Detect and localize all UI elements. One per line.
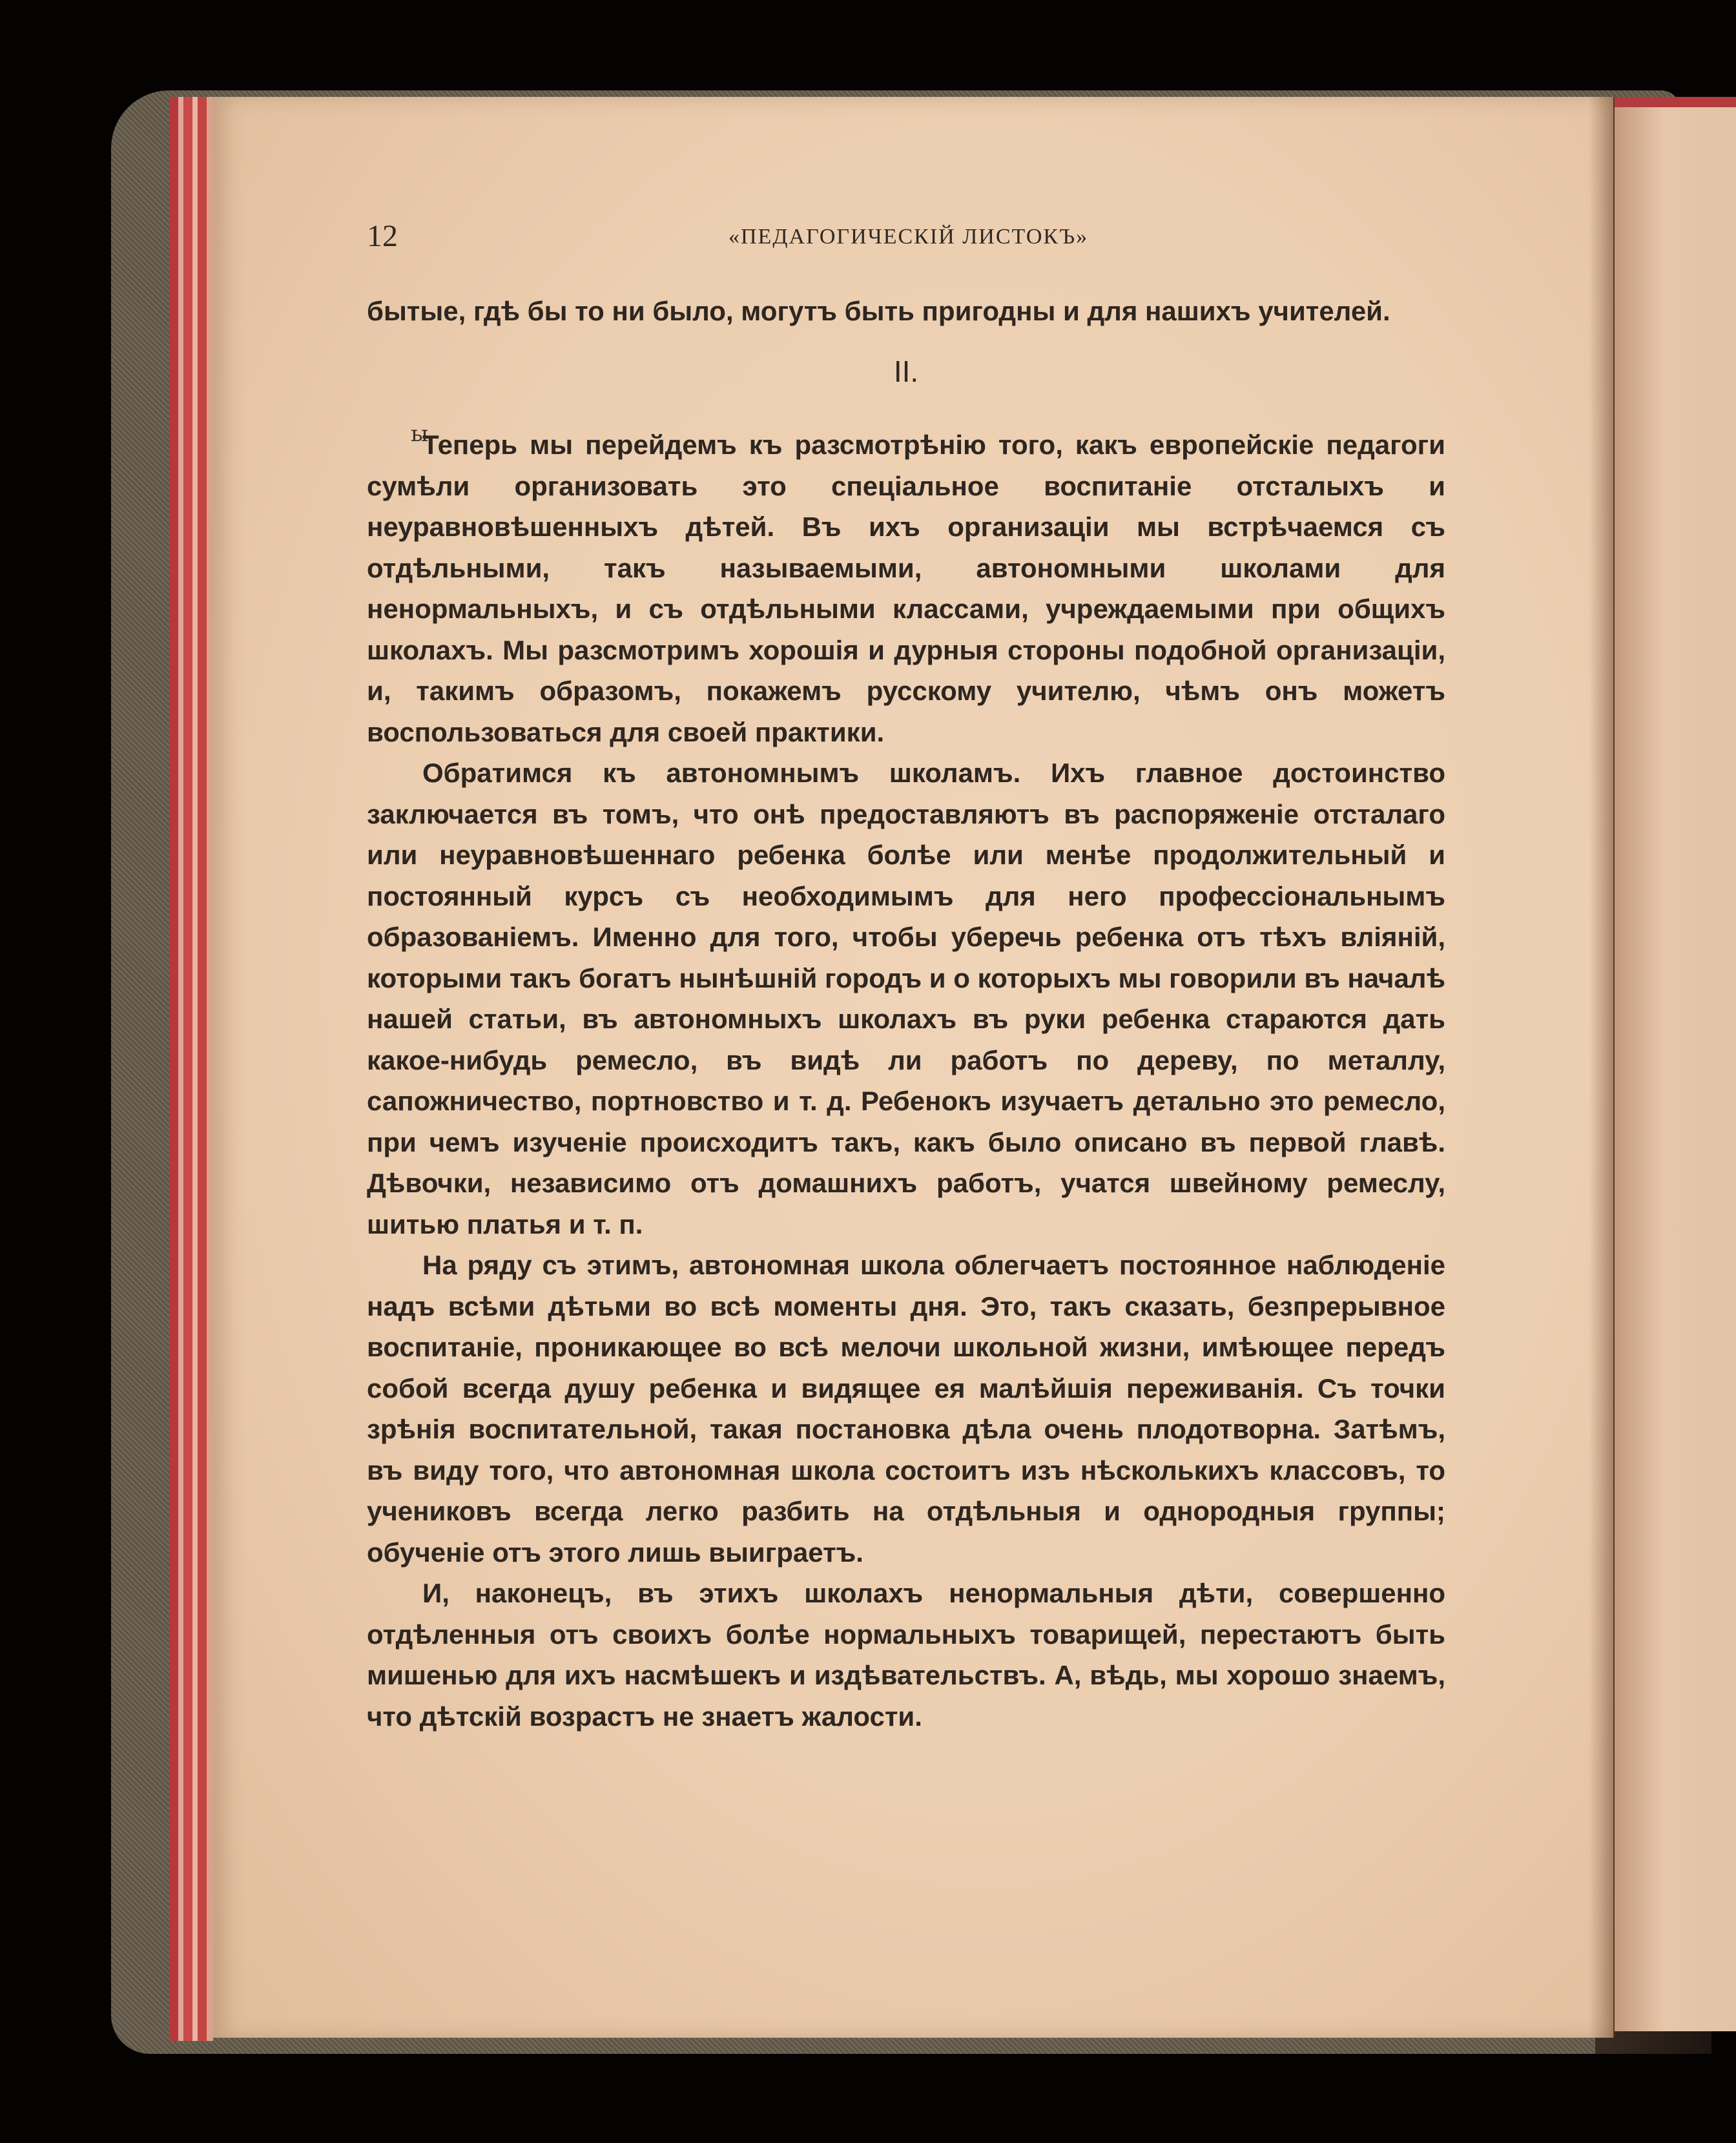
page-number: 12 bbox=[367, 219, 398, 253]
paragraph-2: Теперь мы перейдемъ къ разсмотрѣнію того, какъ европейскіе педагоги сумѣли организовать это спеціальное воспитаніе отсталыхъ и неуравновѣшенныхъ дѣтей. Въ ихъ организаціи мы встрѣчаемся съ отдѣльными, такъ называемыми, автономными школами для ненормальныхъ, и съ отдѣльными классами, учреждаемыми при общихъ школахъ. Мы разсмотримъ хорошія и дурныя стороны подобной организаціи, и, такимъ образомъ, покажемъ русскому учителю, чѣмъ онъ можетъ воспользоваться для своей практики. bbox=[367, 430, 1445, 747]
page-header bbox=[367, 218, 1439, 257]
facing-page-edge bbox=[1615, 107, 1736, 2031]
paragraph-4: На ряду съ этимъ, автономная школа облегчаетъ постоянное наблюденіе надъ всѣми дѣтьми во всѣ моменты дня. Это, такъ сказать, безпрерывное воспитаніе, проникающее во всѣ мелочи школьной жизни, имѣющее передъ собой всегда душу ребенка и видящее ея малѣйшія переживанія. Съ точки зрѣнія воспитательной, такая постановка дѣла очень плодотворна. Затѣмъ, въ виду того, что автономная школа состоитъ изъ нѣсколькихъ классовъ, то учениковъ всегда легко разбить на отдѣльныя и однородныя группы; обученіе отъ этого лишь выиграетъ. bbox=[367, 1250, 1445, 1568]
facing-page-red-top bbox=[1615, 97, 1736, 107]
page-edges-red bbox=[169, 97, 213, 2041]
paragraph-3: Обратимся къ автономнымъ школамъ. Ихъ главное достоинство заключается въ томъ, что онѣ предоставляютъ въ распоряженіе отсталаго или неуравновѣшеннаго ребенка болѣе или менѣе продолжительный и постоянный курсъ съ необходимымъ для него профессіональнымъ образованіемъ. Именно для того, чтобы уберечь ребенка отъ тѣхъ вліяній, которыми такъ богатъ нынѣшній городъ и о которыхъ мы говорили въ началѣ нашей статьи, въ автономныхъ школахъ въ руки ребенка стараются дать какое-нибудь ремесло, въ видѣ ли работъ по дереву, по металлу, сапожничество, портновство и т. д. Ребенокъ изучаетъ детально это ремесло, при чемъ изученіе происходитъ такъ, какъ было описано въ первой главѣ. Дѣвочки, независимо отъ домашнихъ работъ, учатся швейному ремеслу, шитью платья и т. п. bbox=[367, 758, 1445, 1239]
page-gutter bbox=[1589, 97, 1615, 2038]
paragraph-5: И, наконецъ, въ этихъ школахъ ненормальныя дѣти, совершенно отдѣленныя отъ своихъ болѣе нормальныхъ товарищей, перестаютъ быть мишенью для ихъ насмѣшекъ и издѣвательствъ. А, вѣдь, мы хорошо знаемъ, что дѣтскій возрастъ не знаетъ жалости. bbox=[367, 1578, 1445, 1732]
body-text bbox=[367, 291, 1445, 1737]
paragraph-1: бытые, гдѣ бы то ни было, могутъ быть пригодны и для нашихъ учителей. bbox=[367, 296, 1390, 326]
running-head: «ПЕДАГОГИЧЕСКІЙ ЛИСТОКЪ» bbox=[728, 225, 1089, 249]
section-heading: II. bbox=[893, 354, 919, 388]
margin-mark: ы bbox=[411, 421, 429, 447]
